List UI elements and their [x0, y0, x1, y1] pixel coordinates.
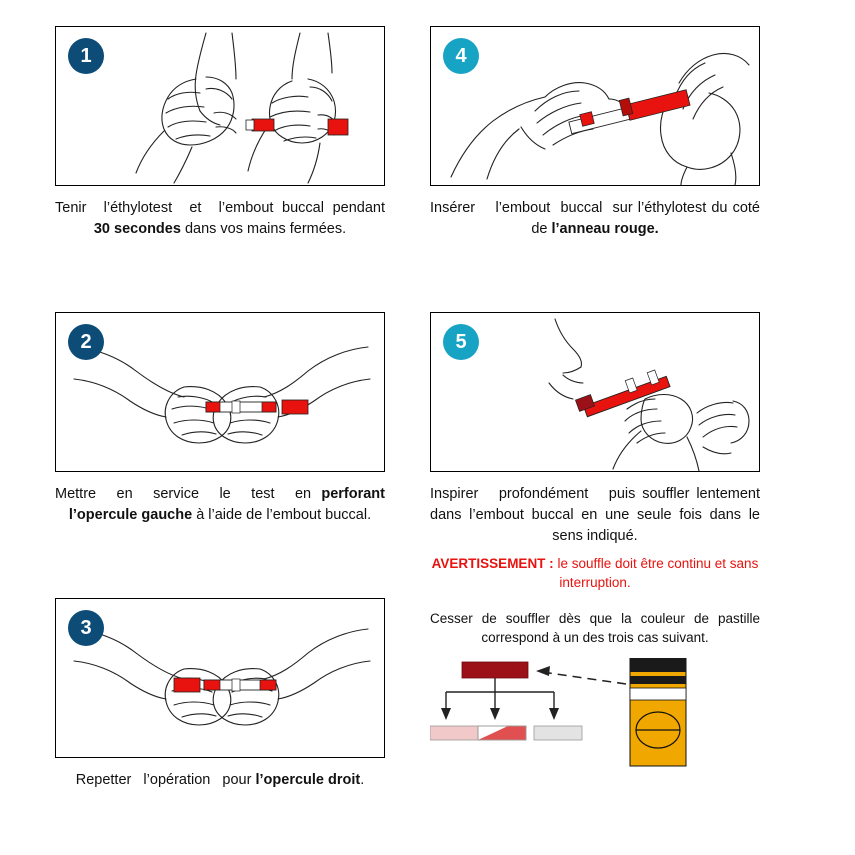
step-4-number: 4: [443, 38, 479, 74]
step-4-caption: Insérer l’embout buccal sur l’éthylotest du coté de l’anneau rouge.: [430, 200, 760, 238]
breathalyser-tube-3: [204, 679, 276, 691]
result-pale-red: [430, 726, 478, 740]
warning-body: le souffle doit être continu et sans interruption.: [553, 556, 759, 590]
stop-blowing-note: Cesser de souffler dès que la couleur de pastille correspond à un des trois cas suivant.: [430, 610, 760, 646]
step-1: [55, 26, 385, 240]
mouthpiece-3: [174, 678, 200, 692]
result-diagram: [430, 658, 760, 778]
mouthpiece-1: [328, 119, 348, 135]
result-half-red: [478, 726, 526, 740]
step-3-illustration: [55, 598, 385, 758]
step-2-caption: Mettre en service le test en perforant l’opercule gauche à l’aide de l’embout buccal.: [55, 486, 385, 524]
step-2-illustration: [55, 312, 385, 472]
test-tube-reference: [630, 658, 686, 766]
mouthpiece-2: [282, 400, 308, 414]
breathalyser-tube-1: [246, 119, 274, 131]
step-5-number: 5: [443, 324, 479, 360]
step-4: [430, 26, 760, 240]
reactive-pellet: [462, 662, 528, 678]
breathalyser-tube-4: [569, 90, 690, 134]
breathalyser-tube-2: [206, 401, 276, 413]
step-5-illustration: [430, 312, 760, 472]
step-5-caption: Inspirer profondément puis souffler lentement dans l’embout buccal en une seule fois dans le sens indiqué.: [430, 486, 760, 545]
result-grey: [534, 726, 582, 740]
step-2: [55, 312, 385, 526]
step-2-number: 2: [68, 324, 104, 360]
warning-label: AVERTISSEMENT :: [431, 556, 554, 572]
step-3-number: 3: [68, 610, 104, 646]
step-4-illustration: [430, 26, 760, 186]
step-3-caption: Repetter l’opération pour l’opercule droit.: [75, 772, 365, 788]
breathalyser-tube-5: [575, 370, 670, 417]
step-1-caption: Tenir l’éthylotest et l’embout buccal pendant 30 secondes dans vos mains fermées.: [55, 200, 385, 238]
step-5: [430, 312, 760, 778]
warning-text: [430, 555, 760, 593]
step-1-number: 1: [68, 38, 104, 74]
step-3: [55, 598, 385, 791]
step-1-illustration: [55, 26, 385, 186]
